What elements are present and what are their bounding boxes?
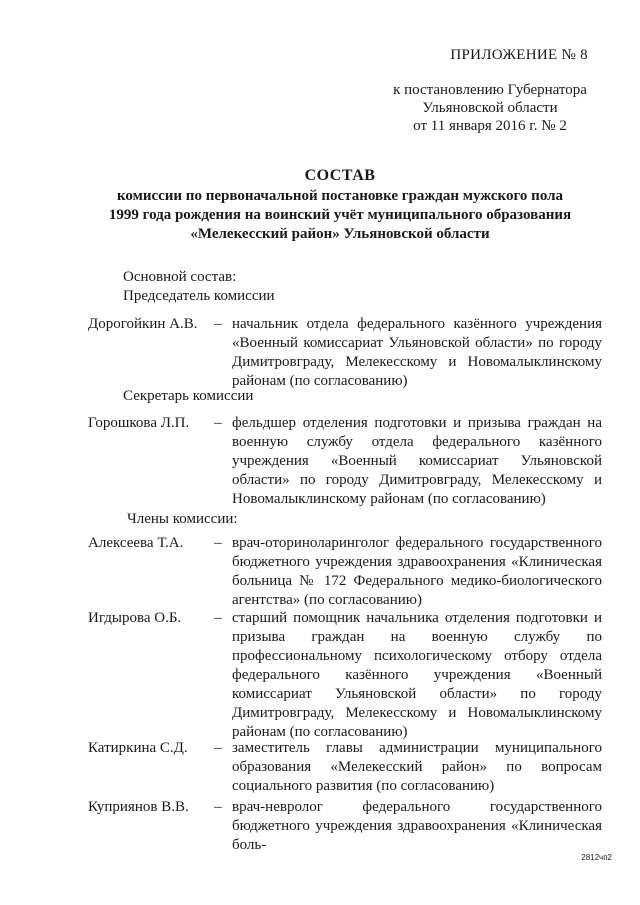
member-entry [88,414,608,514]
member-entry [88,609,608,740]
member-entry [88,798,608,853]
member-name: Горошкова Л.П. [88,415,190,431]
appendix-line-3: от 11 января 2016 г. № 2 [413,118,567,134]
appendix-line-2: Ульяновской области [422,100,558,116]
member-entry [88,534,608,614]
member-name: Игдырова О.Б. [88,610,182,626]
member-description: врач-оториноларинголог федерального государственного бюджетного учреждения здравоохранения «Клиническая больница № 172 Федерального медико-биологического агентства» (по согласованию) [232,535,602,608]
member-name: Куприянов В.В. [88,799,189,815]
member-name: Алексеева Т.А. [88,535,184,551]
member-dash: – [214,415,222,431]
member-dash: – [214,610,222,626]
section-members: Члены комиссии: [127,511,238,527]
section-chairman: Председатель комиссии [123,288,275,304]
member-description: фельдшер отделения подготовки и призыва граждан на военную службу отдела федерального казённого учреждения «Военный комиссариат Ульяновской области» по городу Димитровграду, Мелекесскому и Новомалыклинскому районам (по согласованию) [232,415,602,507]
heading-line-3: «Мелекесский район» Ульяновской области [190,226,490,242]
appendix-block [380,46,600,135]
member-name: Катиркина С.Д. [88,740,188,756]
appendix-line-1: к постановлению Губернатора [393,82,587,98]
member-description: заместитель главы администрации муниципального образования «Мелекесский район» по вопросам социального развития (по согласованию) [232,740,602,794]
heading-line-1: комиссии по первоначальной постановке граждан мужского пола [116,188,564,204]
section-main-composition: Основной состав: [123,269,237,285]
member-description: врач-невролог федерального государственного бюджетного учреждения здравоохранения «Клиническая боль- [232,799,602,853]
member-dash: – [214,799,222,815]
member-entry [88,739,608,799]
heading-title: СОСТАВ [304,167,376,184]
appendix-title: ПРИЛОЖЕНИЕ № 8 [450,47,588,63]
member-name: Дорогойкин А.В. [88,316,198,332]
member-dash: – [214,740,222,756]
section-secretary: Секретарь комиссии [123,388,254,404]
member-dash: – [214,535,222,551]
member-dash: – [214,316,222,332]
member-entry [88,315,608,395]
document-heading [80,166,600,244]
document-code: 2812чп2 [581,853,612,862]
member-description: старший помощник начальника отделения подготовки и призыва граждан на военную службу по профессиональному психологическому отбору отдела федерального казённого учреждения «Военный комиссариат Ульяновской области» по городу Димитровграду, Мелекесскому и Новомалыклинскому районам (по согласованию) [232,610,602,740]
member-description: начальник отдела федерального казённого учреждения «Военный комиссариат Ульяновской области» по городу Димитровграду, Мелекесскому и Новомалыклинскому районам (по согласованию) [232,316,602,389]
heading-line-2: 1999 года рождения на воинский учёт муниципального образования [108,207,572,223]
